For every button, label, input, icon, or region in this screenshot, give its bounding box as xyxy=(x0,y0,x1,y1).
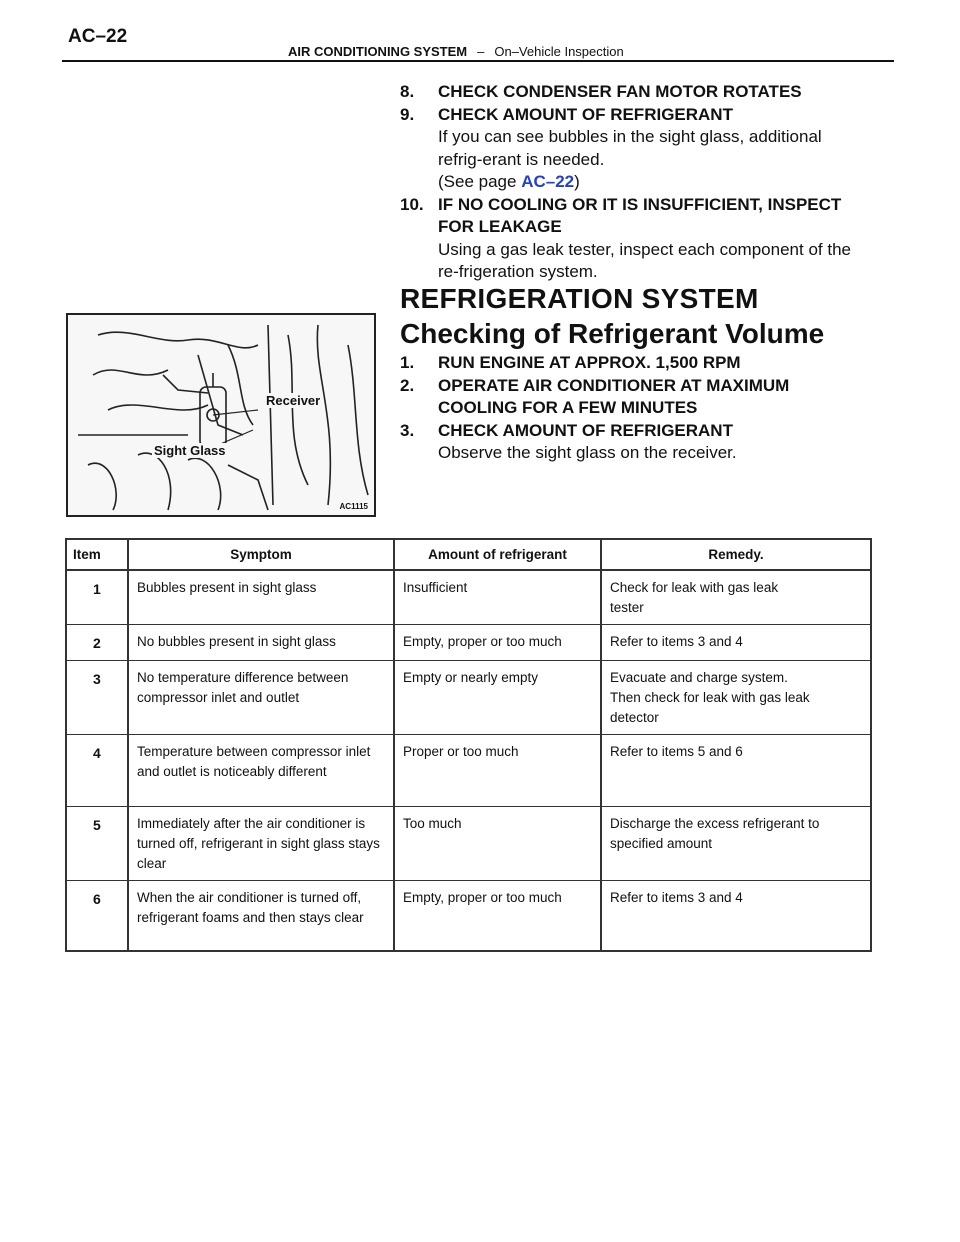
header-symptom: Symptom xyxy=(128,539,394,570)
header-rule xyxy=(62,60,894,62)
step-title: CHECK CONDENSER FAN MOTOR ROTATES xyxy=(438,82,802,101)
step-number: 10. xyxy=(400,194,424,214)
header-amount: Amount of refrigerant xyxy=(394,539,601,570)
engine-bay-drawing xyxy=(68,315,374,515)
step-number: 2. xyxy=(400,375,415,395)
table-row xyxy=(66,881,871,951)
step-number: 1. xyxy=(400,353,415,372)
remedy-cell: Refer to items 5 and 6 xyxy=(610,744,743,759)
refrigerant-check-table xyxy=(65,538,872,952)
step-10 xyxy=(400,194,870,284)
header-subsection: On–Vehicle Inspection xyxy=(494,44,624,59)
header-separator: – xyxy=(477,44,485,59)
step-title: IF NO COOLING OR IT IS INSUFFICIENT, INSPECT FOR LEAKAGE xyxy=(438,194,842,236)
amount-cell: Empty or nearly empty xyxy=(403,670,539,685)
item-number: 6 xyxy=(93,891,101,907)
item-number: 3 xyxy=(93,671,101,687)
subsection-heading: Checking of Refrigerant Volume xyxy=(400,318,825,349)
step-body: Observe the sight glass on the receiver. xyxy=(438,443,737,462)
steps-bottom xyxy=(400,352,870,465)
receiver-sight-glass-illustration xyxy=(66,313,376,517)
item-number: 4 xyxy=(93,745,101,761)
symptom-cell: When the air conditioner is turned off, refrigerant foams and then stays clear xyxy=(137,890,364,925)
section-heading: REFRIGERATION SYSTEM xyxy=(400,283,759,314)
steps-top xyxy=(400,81,870,284)
step-1 xyxy=(400,352,870,375)
remedy-cell: Refer to items 3 and 4 xyxy=(610,634,743,649)
symptom-cell: No bubbles present in sight glass xyxy=(137,634,336,649)
see-page-reference xyxy=(438,171,870,194)
remedy-cell: Discharge the excess refrigerant to specified amount xyxy=(610,816,820,851)
figure-code: AC1115 xyxy=(339,502,368,511)
step-title: OPERATE AIR CONDITIONER AT MAXIMUM COOLING FOR A FEW MINUTES xyxy=(438,375,790,417)
step-8 xyxy=(400,81,870,104)
symptom-cell: No temperature difference between compressor inlet and outlet xyxy=(137,670,349,705)
step-2 xyxy=(400,375,870,420)
see-suffix: ) xyxy=(574,172,580,191)
step-9 xyxy=(400,104,870,194)
table-row xyxy=(66,661,871,735)
page-link[interactable]: AC–22 xyxy=(521,172,575,191)
symptom-cell: Bubbles present in sight glass xyxy=(137,580,317,595)
step-number: 9. xyxy=(400,104,415,124)
amount-cell: Insufficient xyxy=(403,580,468,595)
item-number: 1 xyxy=(93,581,101,597)
table-row xyxy=(66,570,871,625)
remedy-cell: Evacuate and charge system. Then check for leak with gas leak detector xyxy=(610,670,810,725)
header-section: AIR CONDITIONING SYSTEM xyxy=(288,44,468,59)
remedy-cell: Refer to items 3 and 4 xyxy=(610,890,743,905)
step-title: RUN ENGINE AT APPROX. 1,500 RPM xyxy=(438,353,741,372)
symptom-cell: Immediately after the air conditioner is turned off, refrigerant in sight glass stays clear xyxy=(137,816,380,871)
step-3 xyxy=(400,420,870,465)
item-number: 5 xyxy=(93,817,101,833)
step-title: CHECK AMOUNT OF REFRIGERANT xyxy=(438,420,733,440)
amount-cell: Empty, proper or too much xyxy=(403,890,562,905)
receiver-label: Receiver xyxy=(266,393,321,408)
amount-cell: Empty, proper or too much xyxy=(403,634,562,649)
remedy-cell: Check for leak with gas leak tester xyxy=(610,580,779,615)
page-number: AC–22 xyxy=(68,26,128,47)
step-number: 3. xyxy=(400,420,415,440)
running-header xyxy=(288,44,624,59)
amount-cell: Proper or too much xyxy=(403,744,519,759)
table-row xyxy=(66,807,871,881)
header-item: Item xyxy=(66,539,128,570)
item-number: 2 xyxy=(93,635,101,651)
sight-glass-label: Sight Glass xyxy=(154,443,226,458)
see-prefix: (See page xyxy=(438,172,522,191)
table-row xyxy=(66,735,871,807)
step-body: If you can see bubbles in the sight glass, additional refrig-erant is needed. xyxy=(438,127,822,169)
table-row xyxy=(66,625,871,661)
step-number: 8. xyxy=(400,82,415,101)
step-title: CHECK AMOUNT OF REFRIGERANT xyxy=(438,104,733,124)
step-body: Using a gas leak tester, inspect each component of the re-frigeration system. xyxy=(438,239,851,281)
header-remedy: Remedy. xyxy=(601,539,871,570)
amount-cell: Too much xyxy=(403,816,462,831)
symptom-cell: Temperature between compressor inlet and outlet is noticeably different xyxy=(137,744,371,779)
table-header-row xyxy=(66,539,871,570)
